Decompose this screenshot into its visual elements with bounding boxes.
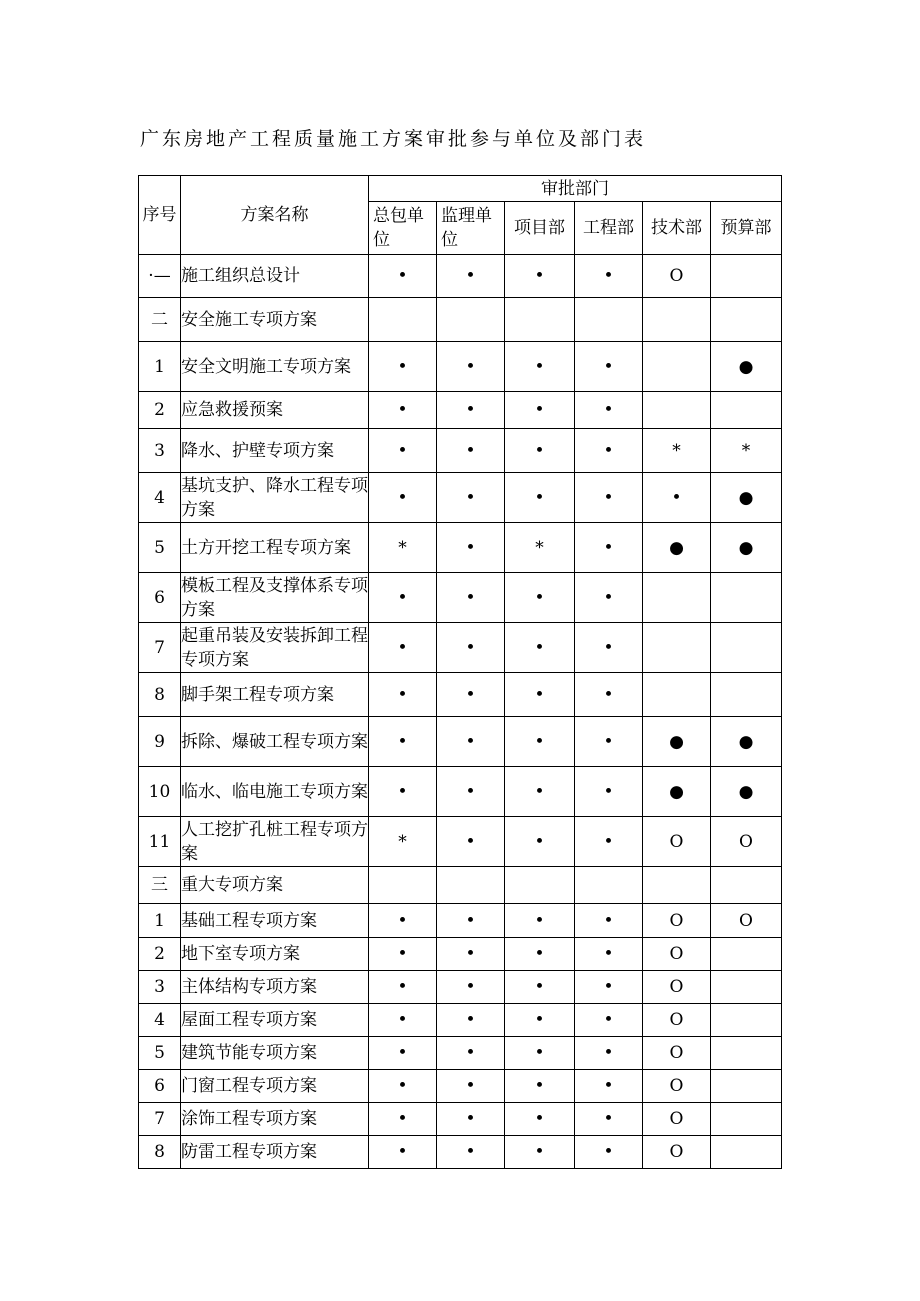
approval-mark: •	[505, 767, 575, 817]
row-seq: 7	[139, 623, 181, 673]
row-seq: 2	[139, 938, 181, 971]
header-dept-engineering: 工程部	[575, 202, 643, 255]
approval-mark: ●	[643, 523, 711, 573]
approval-mark: *	[369, 523, 437, 573]
header-dept-technical: 技术部	[643, 202, 711, 255]
approval-mark: •	[437, 817, 505, 867]
row-seq: 4	[139, 1004, 181, 1037]
approval-mark	[643, 673, 711, 717]
approval-mark	[575, 867, 643, 904]
header-seq: 序号	[139, 176, 181, 255]
approval-mark: ●	[711, 473, 782, 523]
approval-mark	[643, 573, 711, 623]
approval-mark	[505, 867, 575, 904]
row-seq: 8	[139, 1136, 181, 1169]
approval-mark: O	[643, 255, 711, 298]
approval-mark: O	[643, 1037, 711, 1070]
approval-mark: •	[575, 1004, 643, 1037]
approval-mark: •	[505, 938, 575, 971]
approval-mark: •	[437, 342, 505, 392]
approval-mark	[711, 1004, 782, 1037]
approval-mark: •	[575, 673, 643, 717]
approval-mark	[711, 1103, 782, 1136]
table-row	[139, 1070, 782, 1103]
approval-mark: •	[575, 623, 643, 673]
row-seq: 10	[139, 767, 181, 817]
approval-mark	[711, 1070, 782, 1103]
header-dept-budget: 预算部	[711, 202, 782, 255]
approval-mark: •	[505, 623, 575, 673]
table-row	[139, 473, 782, 523]
table-row	[139, 904, 782, 938]
approval-mark: •	[369, 938, 437, 971]
row-seq: 8	[139, 673, 181, 717]
approval-mark: •	[575, 1103, 643, 1136]
header-dept-supervision: 监理单位	[437, 202, 505, 255]
approval-mark: •	[575, 429, 643, 473]
approval-mark: •	[505, 429, 575, 473]
approval-mark	[643, 342, 711, 392]
approval-mark: •	[505, 1103, 575, 1136]
row-seq: 二	[139, 298, 181, 342]
approval-mark: •	[505, 255, 575, 298]
approval-mark: ●	[643, 767, 711, 817]
approval-mark: •	[437, 1070, 505, 1103]
row-seq: 三	[139, 867, 181, 904]
approval-mark: •	[575, 938, 643, 971]
approval-mark: •	[369, 904, 437, 938]
approval-mark: •	[437, 717, 505, 767]
approval-mark: •	[437, 904, 505, 938]
table-row	[139, 1004, 782, 1037]
approval-mark: •	[369, 573, 437, 623]
approval-mark	[711, 255, 782, 298]
approval-mark: O	[643, 1103, 711, 1136]
row-seq: 6	[139, 1070, 181, 1103]
row-seq: 9	[139, 717, 181, 767]
approval-mark: •	[437, 523, 505, 573]
approval-mark: •	[369, 1136, 437, 1169]
approval-mark: •	[437, 623, 505, 673]
row-seq: 4	[139, 473, 181, 523]
approval-mark	[369, 298, 437, 342]
approval-mark: •	[369, 673, 437, 717]
approval-mark: •	[575, 1037, 643, 1070]
header-approval-group: 审批部门	[369, 176, 782, 202]
row-seq: 7	[139, 1103, 181, 1136]
approval-mark: O	[643, 971, 711, 1004]
table-row	[139, 867, 782, 904]
header-dept-general-contractor: 总包单位	[369, 202, 437, 255]
row-plan-name: 门窗工程专项方案	[181, 1070, 369, 1103]
approval-mark	[643, 867, 711, 904]
row-plan-name: 防雷工程专项方案	[181, 1136, 369, 1169]
approval-mark: *	[369, 817, 437, 867]
approval-mark: •	[437, 1004, 505, 1037]
approval-mark: •	[437, 573, 505, 623]
table-row	[139, 342, 782, 392]
approval-mark	[575, 298, 643, 342]
row-plan-name: 主体结构专项方案	[181, 971, 369, 1004]
approval-mark: •	[437, 429, 505, 473]
table-row	[139, 717, 782, 767]
row-plan-name: 建筑节能专项方案	[181, 1037, 369, 1070]
approval-mark: •	[575, 342, 643, 392]
row-plan-name: 起重吊装及安装拆卸工程专项方案	[181, 623, 369, 673]
row-plan-name: 人工挖扩孔桩工程专项方案	[181, 817, 369, 867]
approval-mark	[437, 867, 505, 904]
approval-mark: O	[643, 1070, 711, 1103]
table-row	[139, 1037, 782, 1070]
row-seq: 3	[139, 971, 181, 1004]
approval-mark: •	[369, 342, 437, 392]
approval-mark: •	[437, 1037, 505, 1070]
approval-mark: •	[575, 717, 643, 767]
approval-mark	[711, 867, 782, 904]
approval-mark	[643, 392, 711, 429]
approval-mark: •	[369, 971, 437, 1004]
approval-mark: •	[369, 717, 437, 767]
approval-mark: •	[575, 971, 643, 1004]
approval-mark: •	[437, 971, 505, 1004]
approval-mark: •	[575, 392, 643, 429]
approval-mark: •	[505, 573, 575, 623]
approval-mark: O	[643, 817, 711, 867]
approval-mark	[643, 623, 711, 673]
table-row	[139, 767, 782, 817]
approval-mark: •	[575, 523, 643, 573]
approval-mark	[711, 673, 782, 717]
table-row	[139, 429, 782, 473]
row-plan-name: 重大专项方案	[181, 867, 369, 904]
row-seq: 3	[139, 429, 181, 473]
approval-mark: •	[369, 255, 437, 298]
row-plan-name: 脚手架工程专项方案	[181, 673, 369, 717]
approval-mark: •	[437, 255, 505, 298]
approval-mark	[711, 1037, 782, 1070]
approval-mark: •	[505, 1004, 575, 1037]
row-seq: 11	[139, 817, 181, 867]
row-plan-name: 涂饰工程专项方案	[181, 1103, 369, 1136]
approval-mark: •	[505, 1037, 575, 1070]
table-row	[139, 392, 782, 429]
row-plan-name: 基础工程专项方案	[181, 904, 369, 938]
approval-mark: •	[505, 673, 575, 717]
approval-mark	[711, 1136, 782, 1169]
approval-mark: O	[643, 1004, 711, 1037]
approval-mark: •	[575, 1136, 643, 1169]
approval-mark	[711, 392, 782, 429]
row-seq: 2	[139, 392, 181, 429]
row-seq: ·—	[139, 255, 181, 298]
approval-mark: O	[711, 817, 782, 867]
approval-mark: *	[711, 429, 782, 473]
approval-mark: •	[505, 904, 575, 938]
approval-mark: •	[437, 673, 505, 717]
approval-mark: O	[643, 938, 711, 971]
table-row	[139, 938, 782, 971]
table-row	[139, 298, 782, 342]
approval-mark: •	[505, 971, 575, 1004]
approval-mark: •	[575, 573, 643, 623]
row-seq: 1	[139, 904, 181, 938]
row-plan-name: 降水、护壁专项方案	[181, 429, 369, 473]
approval-mark: •	[369, 429, 437, 473]
row-plan-name: 拆除、爆破工程专项方案	[181, 717, 369, 767]
approval-mark	[711, 623, 782, 673]
approval-mark	[711, 298, 782, 342]
row-plan-name: 土方开挖工程专项方案	[181, 523, 369, 573]
approval-mark: O	[711, 904, 782, 938]
approval-mark: •	[369, 392, 437, 429]
approval-mark: ●	[643, 717, 711, 767]
approval-mark: •	[437, 392, 505, 429]
approval-mark	[711, 971, 782, 1004]
row-plan-name: 地下室专项方案	[181, 938, 369, 971]
header-dept-project: 项目部	[505, 202, 575, 255]
approval-mark: •	[505, 392, 575, 429]
row-plan-name: 安全文明施工专项方案	[181, 342, 369, 392]
table-row	[139, 817, 782, 867]
approval-mark	[505, 298, 575, 342]
row-seq: 5	[139, 1037, 181, 1070]
approval-mark: •	[575, 904, 643, 938]
table-row	[139, 623, 782, 673]
row-plan-name: 模板工程及支撑体系专项方案	[181, 573, 369, 623]
header-name: 方案名称	[181, 176, 369, 255]
approval-mark: •	[369, 767, 437, 817]
approval-mark: ●	[711, 523, 782, 573]
table-row	[139, 1136, 782, 1169]
row-seq: 1	[139, 342, 181, 392]
row-seq: 5	[139, 523, 181, 573]
table-row	[139, 255, 782, 298]
approval-mark: •	[505, 717, 575, 767]
approval-mark: •	[575, 817, 643, 867]
approval-mark: •	[505, 342, 575, 392]
approval-table	[138, 175, 782, 1169]
approval-mark: ●	[711, 342, 782, 392]
approval-mark: *	[505, 523, 575, 573]
row-plan-name: 临水、临电施工专项方案	[181, 767, 369, 817]
approval-mark: •	[369, 1037, 437, 1070]
approval-mark	[369, 867, 437, 904]
page-title: 广东房地产工程质量施工方案审批参与单位及部门表	[140, 128, 647, 150]
approval-mark: •	[575, 255, 643, 298]
row-plan-name: 安全施工专项方案	[181, 298, 369, 342]
approval-mark: •	[369, 1070, 437, 1103]
approval-mark: •	[369, 1103, 437, 1136]
row-plan-name: 应急救援预案	[181, 392, 369, 429]
approval-mark: •	[505, 473, 575, 523]
approval-mark: •	[437, 473, 505, 523]
approval-mark: •	[575, 1070, 643, 1103]
row-plan-name: 施工组织总设计	[181, 255, 369, 298]
approval-mark: •	[505, 1070, 575, 1103]
approval-mark	[437, 298, 505, 342]
approval-mark: •	[369, 623, 437, 673]
table-row	[139, 1103, 782, 1136]
table-row	[139, 673, 782, 717]
approval-mark: ●	[711, 767, 782, 817]
approval-mark: •	[437, 1103, 505, 1136]
approval-mark: O	[643, 1136, 711, 1169]
approval-mark: •	[575, 473, 643, 523]
approval-mark: •	[369, 1004, 437, 1037]
table-row	[139, 971, 782, 1004]
row-plan-name: 基坑支护、降水工程专项方案	[181, 473, 369, 523]
table-row	[139, 573, 782, 623]
approval-mark: *	[643, 429, 711, 473]
approval-mark	[711, 573, 782, 623]
approval-mark: •	[437, 938, 505, 971]
row-plan-name: 屋面工程专项方案	[181, 1004, 369, 1037]
approval-mark	[711, 938, 782, 971]
approval-mark: •	[575, 767, 643, 817]
approval-mark: •	[505, 1136, 575, 1169]
row-seq: 6	[139, 573, 181, 623]
approval-mark: ●	[711, 717, 782, 767]
approval-mark: •	[369, 473, 437, 523]
approval-mark: •	[437, 1136, 505, 1169]
approval-mark	[643, 298, 711, 342]
approval-mark: •	[643, 473, 711, 523]
approval-mark: O	[643, 904, 711, 938]
approval-mark: •	[505, 817, 575, 867]
approval-mark: •	[437, 767, 505, 817]
table-row	[139, 523, 782, 573]
